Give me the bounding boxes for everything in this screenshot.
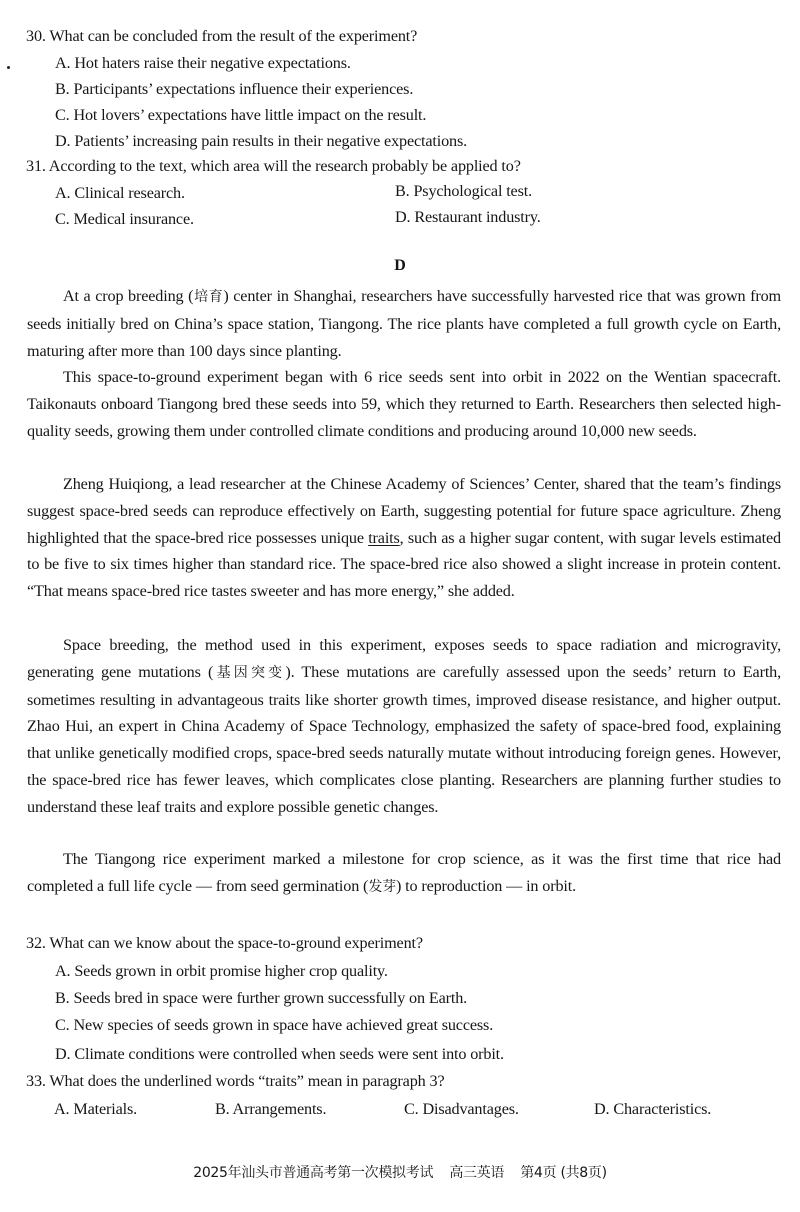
question-30-option-d: D. Patients’ increasing pain results in their negative expectations. <box>55 132 468 150</box>
question-31-option-c: C. Medical insurance. <box>55 210 194 228</box>
paragraph-4-chinese-gloss: 基因突变 <box>213 664 286 681</box>
question-32-option-d: D. Climate conditions were controlled when seeds were sent into orbit. <box>55 1045 504 1063</box>
question-33-option-b: B. Arrangements. <box>215 1100 327 1118</box>
paragraph-4-text-a: Space breeding, the method used in this experiment, exposes seeds to space radiation and microgravity, generating gene mutations ( <box>27 636 781 681</box>
question-32-option-a: A. Seeds grown in orbit promise higher crop quality. <box>55 962 388 980</box>
paragraph-1-text-a: At a crop breeding ( <box>63 287 194 305</box>
footer-page-number: 第4页 (共8页) <box>520 1165 607 1181</box>
footer-exam-title: 2025年汕头市普通高考第一次模拟考试 <box>193 1165 434 1181</box>
passage-paragraph-3 <box>27 471 781 605</box>
question-32-option-c: C. New species of seeds grown in space have achieved great success. <box>55 1016 494 1034</box>
paragraph-5-text-b: ) to reproduction — in orbit. <box>396 876 576 895</box>
passage-paragraph-5 <box>27 846 781 901</box>
paragraph-5-chinese-gloss: 发芽 <box>368 878 397 895</box>
paragraph-3-text-a: Zheng Huiqiong, a lead researcher at the Chinese Academy of Sciences’ Center, shared that the team’s findings suggest space-bred seeds can reproduce effectively on Earth, suggesting potential for future space agriculture. Zheng highlighted that the space-bred rice possesses unique <box>27 475 781 547</box>
underlined-word-traits: traits <box>368 528 400 547</box>
paragraph-3-text-b: , such as a higher sugar content, with sugar levels estimated to be five to six times higher than standard rice. The space-bred rice also showed a slight increase in protein content. “That means space-bred rice tastes sweeter and has more energy,” she added. <box>27 528 781 601</box>
paragraph-5-text-a: The Tiangong rice experiment marked a milestone for crop science, as it was the first time that rice had completed a full life cycle — from seed germination ( <box>27 850 781 895</box>
paragraph-1-text-b: ) center in Shanghai, researchers have successfully harvested rice that was grown from seeds initially bred on China’s space station, Tiangong. The rice plants have completed a full growth cycle on Earth, maturing after more than 100 days since planting. <box>27 287 781 360</box>
paragraph-4-text-b: ). These mutations are carefully assessed upon the seeds’ return to Earth, sometimes resulting in advantageous traits like shorter growth times, improved disease resistance, and higher output. Zhao Hui, an expert in China Academy of Space Technology, emphasized the safety of space-bred food, explaining that unlike genetically modified crops, space-bred seeds naturally mutate without introducing foreign genes. However, the space-bred rice has fewer leaves, which complicates close planting. Researchers are planning further studies to understand these leaf traits and explore possible genetic changes. <box>27 662 782 816</box>
question-33-option-d: D. Characteristics. <box>594 1100 712 1118</box>
footer-subject: 高三英语 <box>449 1165 505 1181</box>
question-31-stem: 31. According to the text, which area will the research probably be applied to? <box>26 157 521 175</box>
question-31-option-b: B. Psychological test. <box>395 182 532 200</box>
question-30-option-b: B. Participants’ expectations influence their experiences. <box>55 80 414 98</box>
passage-paragraph-1 <box>27 283 781 364</box>
passage-paragraph-4 <box>27 632 781 821</box>
question-30-option-a: A. Hot haters raise their negative expectations. <box>55 54 351 72</box>
scan-speck <box>7 66 10 69</box>
question-33-option-a: A. Materials. <box>54 1100 138 1118</box>
paragraph-1-chinese-gloss: 培育 <box>193 289 224 305</box>
question-32-stem: 32. What can we know about the space-to-ground experiment? <box>26 934 423 952</box>
question-33-option-c: C. Disadvantages. <box>404 1100 519 1118</box>
question-31-option-d: D. Restaurant industry. <box>395 208 541 226</box>
question-30-option-c: C. Hot lovers’ expectations have little impact on the result. <box>55 106 427 124</box>
passage-letter: D <box>394 257 406 274</box>
question-33-stem: 33. What does the underlined words “traits” mean in paragraph 3? <box>26 1072 445 1090</box>
question-30-stem: 30. What can be concluded from the result of the experiment? <box>26 27 418 45</box>
page-footer <box>0 1162 800 1182</box>
question-31-option-a: A. Clinical research. <box>55 184 185 202</box>
question-32-option-b: B. Seeds bred in space were further grown successfully on Earth. <box>55 989 468 1007</box>
passage-paragraph-2: This space-to-ground experiment began with 6 rice seeds sent into orbit in 2022 on the Wentian spacecraft. Taikonauts onboard Tiangong bred these seeds into 59, which they returned to Earth. Researchers then selected high-quality seeds, growing them under controlled climate conditions and producing around 10,000 new seeds. <box>27 368 781 440</box>
